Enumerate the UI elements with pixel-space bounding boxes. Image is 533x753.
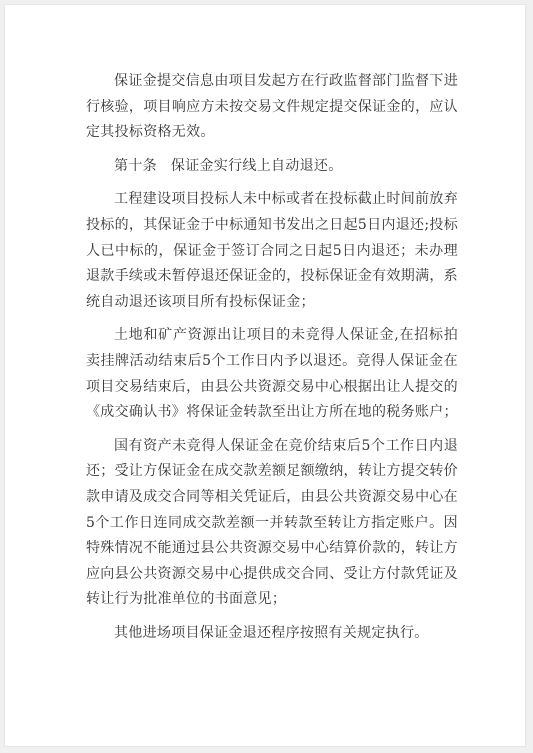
article-heading [86, 154, 458, 180]
paragraph-deposit-verification: 保证金提交信息由项目发起方在行政监督部门监督下进行核验，项目响应方未按交易文件规定提交保证金的，应认定其投标资格无效。 [86, 73, 458, 141]
document-body [86, 69, 458, 654]
document-page [4, 4, 526, 747]
paragraph-engineering-refund: 工程建设项目投标人未中标或者在投标截止时间前放弃投标的，其保证金于中标通知书发出之日起5日内退还;投标人已中标的，保证金于签订合同之日起5日内退还；未办理退款手续或未暂停退还保证金的，投标保证金有效期满，系统自动退还该项目所有投标保证金； [86, 191, 458, 310]
paragraph-other-projects: 其他进场项目保证金退还程序按照有关规定执行。 [114, 624, 429, 641]
article-number: 第十条 [114, 157, 157, 174]
paragraph-land-mineral-refund: 土地和矿产资源出让项目的未竞得人保证金,在招标拍卖挂牌活动结束后5个工作日内予以退还。竞得人保证金在项目交易结束后，由县公共资源交易中心根据出让人提交的《成交确认书》将保证金转款至出让方所在地的税务账户； [86, 327, 458, 421]
paragraph-state-asset-refund: 国有资产未竞得人保证金在竞价结束后5个工作日内退还；受让方保证金在成交款差额足额缴纳，转让方提交转价款申请及成交合同等相关凭证后，由县公共资源交易中心在5个工作日连同成交款差额一并转款至转让方指定账户。因特殊情况不能通过县公共资源交易中心结算价款的，转让方应向县公共资源交易中心提供成交合同、受让方付款凭证及转让行为批准单位的书面意见； [86, 437, 458, 608]
article-title: 保证金实行线上自动退还。 [170, 157, 343, 174]
